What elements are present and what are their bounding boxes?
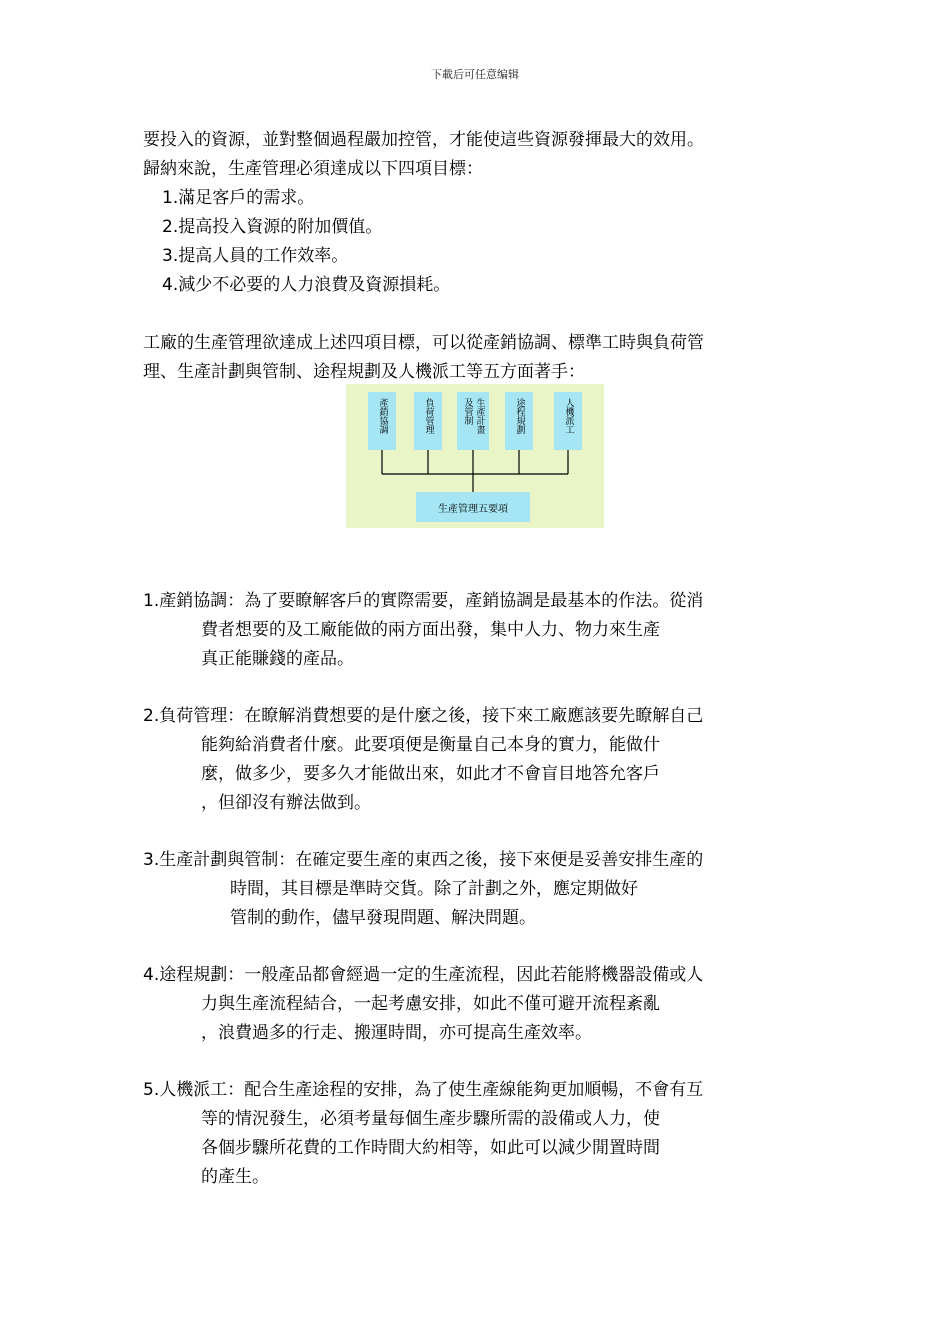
item-line: ，浪費過多的行走、搬運時間，亦可提高生產效率。: [201, 1023, 592, 1043]
diagram-box-1: 產銷協調: [368, 392, 396, 450]
item-line: 費者想要的及工廠能做的兩方面出發，集中人力、物力來生產: [201, 620, 660, 640]
intro-line: 歸納來說，生產管理必須達成以下四項目標：: [143, 159, 483, 179]
item-line: 管制的動作，儘早發現問題、解決問題。: [230, 908, 536, 928]
five-elements-diagram: [346, 384, 604, 528]
paragraph-line: 工廠的生產管理欲達成上述四項目標，可以從產銷協調、標準工時與負荷管: [143, 333, 704, 353]
item-line: 麼，做多少，要多久才能做出來，如此才不會盲目地答允客戶: [201, 764, 660, 784]
diagram-box-4: 途程規劃: [505, 392, 533, 450]
item-line: 等的情況發生，必須考量每個生產步驟所需的設備或人力，使: [201, 1109, 660, 1129]
item-line: 各個步驟所花費的工作時間大約相等，如此可以減少閒置時間: [201, 1138, 660, 1158]
diagram-box-2: 負荷管理: [414, 392, 442, 450]
item-line: 力與生產流程結合，一起考慮安排，如此不僅可避开流程紊亂: [201, 994, 660, 1014]
diagram-box-3: 生產計畫 及管制: [457, 392, 489, 450]
goal-item: 1.滿足客戶的需求。: [162, 188, 315, 208]
item-line: 的產生。: [201, 1167, 269, 1187]
item-line: 1.產銷協調：為了要瞭解客戶的實際需要，產銷協調是最基本的作法。從消: [143, 591, 704, 611]
item-line: 真正能賺錢的產品。: [201, 649, 354, 669]
item-line: 時間，其目標是準時交貨。除了計劃之外，應定期做好: [230, 879, 638, 899]
diagram-box-5: 人機派工: [554, 392, 582, 450]
goal-item: 3.提高人員的工作效率。: [162, 246, 349, 266]
paragraph-line: 理、生產計劃與管制、途程規劃及人機派工等五方面著手：: [143, 362, 585, 382]
item-line: 2.負荷管理：在瞭解消費想要的是什麼之後，接下來工廠應該要先瞭解自己: [143, 706, 704, 726]
item-line: ，但卻沒有辦法做到。: [201, 793, 371, 813]
item-line: 能夠給消費者什麼。此要項便是衡量自己本身的實力，能做什: [201, 735, 660, 755]
goal-item: 4.減少不必要的人力浪費及資源損耗。: [162, 275, 451, 295]
intro-line: 要投入的資源，並對整個過程嚴加控管，才能使這些資源發揮最大的效用。: [143, 130, 704, 150]
item-line: 5.人機派工：配合生產途程的安排，為了使生產線能夠更加順暢，不會有互: [143, 1080, 704, 1100]
item-line: 3.生產計劃與管制：在確定要生產的東西之後，接下來便是妥善安排生產的: [143, 850, 704, 870]
goal-item: 2.提高投入資源的附加價值。: [162, 217, 383, 237]
item-line: 4.途程規劃：一般產品都會經過一定的生產流程，因此若能將機器設備或人: [143, 965, 704, 985]
diagram-box-bottom: 生產管理五要項: [416, 492, 530, 522]
page-header: 下載后可任意编辑: [431, 68, 519, 81]
